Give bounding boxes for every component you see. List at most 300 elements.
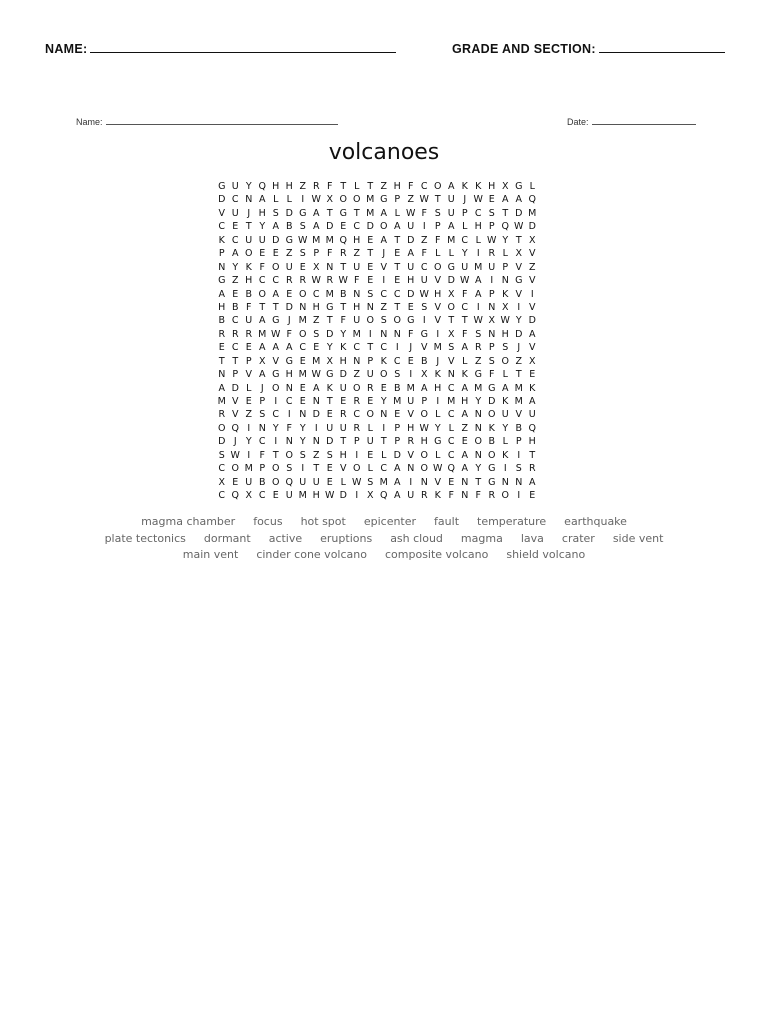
grid-letter[interactable]: C (447, 382, 455, 394)
grid-letter[interactable]: O (393, 315, 401, 327)
grid-letter[interactable]: M (447, 396, 456, 407)
grid-letter[interactable]: I (395, 342, 399, 354)
grid-letter[interactable]: O (420, 409, 428, 421)
grid-letter[interactable]: S (434, 207, 441, 219)
grid-letter[interactable]: I (382, 275, 386, 287)
grid-letter[interactable]: E (326, 409, 333, 421)
grid-letter[interactable]: W (338, 275, 348, 287)
grid-letter[interactable]: H (407, 275, 415, 287)
grid-letter[interactable]: Z (380, 301, 387, 313)
grid-letter[interactable]: T (380, 436, 387, 448)
grid-letter[interactable]: X (326, 194, 333, 206)
grid-letter[interactable]: O (299, 288, 307, 300)
grid-letter[interactable]: J (247, 207, 251, 219)
grid-letter[interactable]: O (434, 181, 442, 192)
grid-letter[interactable]: R (218, 328, 226, 340)
grid-letter[interactable]: T (434, 194, 441, 206)
grid-letter[interactable]: V (434, 301, 441, 313)
grid-letter[interactable]: V (434, 315, 441, 327)
grid-letter[interactable]: J (517, 342, 521, 354)
grid-letter[interactable]: D (218, 436, 226, 448)
grid-letter[interactable]: U (407, 396, 415, 407)
grid-letter[interactable]: G (488, 382, 496, 394)
grid-letter[interactable]: O (245, 248, 253, 260)
grid-letter[interactable]: K (461, 181, 468, 192)
grid-letter[interactable]: V (421, 342, 428, 354)
grid-letter[interactable]: D (407, 234, 415, 246)
grid-letter[interactable]: T (394, 301, 401, 313)
grid-letter[interactable]: M (393, 396, 402, 407)
grid-letter[interactable]: W (298, 234, 308, 246)
grid-letter[interactable]: U (366, 436, 374, 448)
grid-letter[interactable]: F (354, 275, 360, 287)
grid-letter[interactable]: U (407, 221, 415, 233)
grid-letter[interactable]: E (218, 342, 225, 354)
grid-letter[interactable]: R (326, 275, 334, 287)
grid-letter[interactable]: C (420, 261, 428, 273)
grid-letter[interactable]: P (515, 436, 522, 448)
grid-letter[interactable]: I (476, 248, 480, 260)
grid-letter[interactable]: Q (447, 463, 455, 475)
grid-letter[interactable]: Y (340, 328, 347, 340)
grid-letter[interactable]: U (326, 422, 334, 434)
grid-letter[interactable]: Y (245, 181, 252, 192)
grid-letter[interactable]: A (259, 342, 266, 354)
grid-letter[interactable]: K (218, 234, 225, 246)
grid-letter[interactable]: O (501, 490, 509, 502)
grid-letter[interactable]: P (461, 207, 468, 219)
grid-letter[interactable]: E (461, 436, 468, 448)
grid-letter[interactable]: X (501, 181, 509, 192)
grid-letter[interactable]: O (353, 382, 361, 394)
grid-letter[interactable]: D (339, 490, 347, 502)
grid-letter[interactable]: F (408, 328, 414, 340)
grid-letter[interactable]: Z (407, 194, 414, 206)
grid-letter[interactable]: E (394, 248, 401, 260)
grid-letter[interactable]: H (285, 181, 293, 192)
grid-letter[interactable]: D (515, 328, 523, 340)
grid-letter[interactable]: A (529, 328, 536, 340)
grid-letter[interactable]: H (218, 301, 226, 313)
grid-letter[interactable]: E (259, 248, 266, 260)
grid-letter[interactable]: M (298, 490, 307, 502)
grid-letter[interactable]: X (366, 490, 374, 502)
grid-letter[interactable]: E (448, 476, 455, 488)
grid-letter[interactable]: K (340, 342, 347, 354)
grid-letter[interactable]: X (258, 355, 266, 367)
grid-letter[interactable]: Z (474, 355, 482, 367)
grid-letter[interactable]: B (218, 315, 226, 327)
grid-letter[interactable]: H (285, 369, 293, 381)
grid-letter[interactable]: R (285, 275, 293, 287)
grid-letter[interactable]: X (501, 301, 509, 313)
grid-letter[interactable]: P (353, 436, 360, 448)
grid-letter[interactable]: B (488, 436, 496, 448)
grid-letter[interactable]: C (231, 194, 239, 206)
grid-letter[interactable]: K (326, 382, 333, 394)
grid-letter[interactable]: U (285, 490, 293, 502)
grid-letter[interactable]: C (447, 449, 455, 461)
grid-letter[interactable]: U (245, 476, 253, 488)
grid-letter[interactable]: M (474, 261, 483, 273)
grid-letter[interactable]: J (233, 436, 237, 448)
grid-letter[interactable]: A (313, 207, 320, 219)
grid-letter[interactable]: Y (380, 396, 387, 407)
grid-letter[interactable]: R (339, 248, 347, 260)
grid-letter[interactable]: S (313, 328, 320, 340)
grid-letter[interactable]: S (326, 449, 333, 461)
grid-letter[interactable]: U (353, 261, 361, 273)
grid-letter[interactable]: E (407, 301, 414, 313)
grid-letter[interactable]: P (421, 396, 428, 407)
grid-letter[interactable]: B (245, 288, 253, 300)
grid-letter[interactable]: C (461, 301, 469, 313)
grid-letter[interactable]: Q (339, 234, 347, 246)
grid-letter[interactable]: I (476, 301, 480, 313)
grid-letter[interactable]: E (299, 261, 306, 273)
grid-letter[interactable]: C (299, 342, 307, 354)
grid-letter[interactable]: S (299, 248, 306, 260)
grid-letter[interactable]: C (420, 181, 428, 192)
grid-letter[interactable]: E (367, 396, 374, 407)
grid-letter[interactable]: Y (502, 422, 509, 434)
grid-letter[interactable]: L (529, 181, 535, 192)
grid-letter[interactable]: O (420, 449, 428, 461)
grid-letter[interactable]: G (420, 328, 428, 340)
grid-letter[interactable]: G (218, 181, 226, 192)
grid-letter[interactable]: V (529, 342, 536, 354)
grid-letter[interactable]: N (218, 369, 226, 381)
grid-letter[interactable]: H (245, 275, 253, 287)
grid-letter[interactable]: B (393, 382, 401, 394)
grid-letter[interactable]: E (272, 248, 279, 260)
grid-letter[interactable]: H (474, 221, 482, 233)
grid-letter[interactable]: E (272, 490, 279, 502)
grid-letter[interactable]: T (272, 449, 279, 461)
grid-letter[interactable]: S (380, 315, 387, 327)
grid-letter[interactable]: E (488, 194, 495, 206)
grid-letter[interactable]: A (461, 342, 468, 354)
grid-letter[interactable]: N (312, 436, 320, 448)
grid-letter[interactable]: L (448, 422, 454, 434)
grid-letter[interactable]: G (218, 275, 226, 287)
grid-letter[interactable]: L (475, 234, 481, 246)
grid-letter[interactable]: P (259, 463, 266, 475)
grid-letter[interactable]: T (461, 315, 468, 327)
grid-letter[interactable]: S (218, 449, 225, 461)
grid-letter[interactable]: G (380, 194, 388, 206)
grid-letter[interactable]: N (353, 355, 361, 367)
grid-letter[interactable]: L (273, 194, 279, 206)
grid-letter[interactable]: E (367, 261, 374, 273)
grid-letter[interactable]: F (435, 234, 441, 246)
grid-letter[interactable]: M (528, 207, 537, 219)
grid-letter[interactable]: R (245, 328, 253, 340)
grid-letter[interactable]: L (381, 449, 387, 461)
grid-letter[interactable]: G (272, 315, 280, 327)
grid-letter[interactable]: H (501, 328, 509, 340)
grid-letter[interactable]: N (258, 422, 266, 434)
grid-letter[interactable]: V (529, 275, 536, 287)
grid-letter[interactable]: D (326, 328, 334, 340)
grid-letter[interactable]: S (286, 463, 293, 475)
grid-letter[interactable]: R (366, 382, 374, 394)
grid-letter[interactable]: A (461, 382, 468, 394)
grid-letter[interactable]: M (298, 315, 307, 327)
grid-letter[interactable]: I (490, 275, 494, 287)
grid-letter[interactable]: M (366, 207, 375, 219)
grid-letter[interactable]: O (272, 261, 280, 273)
grid-letter[interactable]: S (448, 342, 455, 354)
grid-letter[interactable]: O (339, 194, 347, 206)
grid-letter[interactable]: K (488, 422, 495, 434)
grid-letter[interactable]: G (285, 234, 293, 246)
grid-letter[interactable]: S (299, 449, 306, 461)
grid-letter[interactable]: A (502, 382, 509, 394)
grid-letter[interactable]: T (326, 396, 333, 407)
grid-letter[interactable]: P (259, 396, 266, 407)
grid-letter[interactable]: P (488, 288, 495, 300)
grid-letter[interactable]: X (447, 328, 455, 340)
grid-letter[interactable]: I (368, 328, 372, 340)
grid-letter[interactable]: V (380, 261, 387, 273)
grid-letter[interactable]: G (272, 369, 280, 381)
grid-letter[interactable]: U (299, 476, 307, 488)
grid-letter[interactable]: H (434, 382, 442, 394)
grid-letter[interactable]: I (247, 422, 251, 434)
grid-letter[interactable]: Q (231, 490, 239, 502)
grid-letter[interactable]: I (517, 449, 521, 461)
grid-letter[interactable]: G (474, 369, 482, 381)
grid-letter[interactable]: G (488, 463, 496, 475)
grid-letter[interactable]: I (287, 409, 291, 421)
grid-letter[interactable]: D (312, 409, 320, 421)
grid-letter[interactable]: E (313, 342, 320, 354)
grid-letter[interactable]: I (503, 463, 507, 475)
grid-letter[interactable]: N (393, 328, 401, 340)
grid-letter[interactable]: N (474, 449, 482, 461)
grid-letter[interactable]: C (231, 342, 239, 354)
grid-letter[interactable]: X (326, 355, 333, 367)
grid-letter[interactable]: A (272, 288, 279, 300)
grid-letter[interactable]: W (271, 328, 281, 340)
grid-letter[interactable]: U (339, 382, 347, 394)
grid-letter[interactable]: I (436, 396, 440, 407)
grid-letter[interactable]: L (462, 221, 468, 233)
grid-letter[interactable]: N (299, 409, 307, 421)
grid-letter[interactable]: C (380, 463, 388, 475)
grid-letter[interactable]: Y (475, 463, 482, 475)
grid-letter[interactable]: J (463, 194, 467, 206)
grid-letter[interactable]: Y (245, 436, 252, 448)
grid-letter[interactable]: A (529, 396, 536, 407)
grid-letter[interactable]: U (231, 207, 239, 219)
grid-letter[interactable]: X (447, 288, 455, 300)
grid-letter[interactable]: C (312, 288, 320, 300)
grid-letter[interactable]: A (461, 409, 468, 421)
grid-letter[interactable]: K (434, 369, 441, 381)
grid-letter[interactable]: G (447, 261, 455, 273)
grid-letter[interactable]: I (436, 328, 440, 340)
grid-letter[interactable]: P (394, 194, 401, 206)
grid-letter[interactable]: U (501, 409, 509, 421)
grid-letter[interactable]: N (218, 261, 226, 273)
grid-letter[interactable]: A (529, 476, 536, 488)
grid-letter[interactable]: E (367, 234, 374, 246)
grid-letter[interactable]: C (218, 463, 226, 475)
grid-letter[interactable]: R (231, 328, 239, 340)
worksheet-date-line[interactable] (592, 116, 696, 125)
grid-letter[interactable]: W (419, 194, 429, 206)
grid-letter[interactable]: S (259, 409, 266, 421)
grid-letter[interactable]: F (421, 248, 427, 260)
grid-letter[interactable]: Q (231, 422, 239, 434)
grid-letter[interactable]: C (258, 275, 266, 287)
grid-letter[interactable]: F (286, 422, 292, 434)
grid-letter[interactable]: E (299, 355, 306, 367)
grid-letter[interactable]: C (218, 221, 226, 233)
grid-letter[interactable]: S (488, 355, 495, 367)
grid-letter[interactable]: A (218, 288, 225, 300)
grid-letter[interactable]: N (299, 301, 307, 313)
grid-letter[interactable]: G (407, 315, 415, 327)
grid-letter[interactable]: T (340, 436, 347, 448)
grid-letter[interactable]: U (285, 261, 293, 273)
grid-letter[interactable]: C (272, 275, 280, 287)
grid-letter[interactable]: U (407, 490, 415, 502)
grade-section-field[interactable] (452, 40, 725, 56)
grid-letter[interactable]: T (313, 463, 320, 475)
grid-letter[interactable]: E (394, 409, 401, 421)
grid-letter[interactable]: T (232, 355, 239, 367)
grid-letter[interactable]: U (420, 275, 428, 287)
grid-letter[interactable]: P (488, 342, 495, 354)
grid-letter[interactable]: C (258, 436, 266, 448)
grid-letter[interactable]: A (259, 315, 266, 327)
grid-letter[interactable]: E (326, 463, 333, 475)
grid-letter[interactable]: P (394, 436, 401, 448)
grid-letter[interactable]: T (502, 207, 509, 219)
grid-letter[interactable]: A (232, 248, 239, 260)
grid-letter[interactable]: O (258, 288, 266, 300)
grid-letter[interactable]: L (286, 194, 292, 206)
grid-letter[interactable]: D (326, 221, 334, 233)
grid-letter[interactable]: D (218, 194, 226, 206)
grid-letter[interactable]: H (339, 449, 347, 461)
grid-letter[interactable]: S (502, 342, 509, 354)
grid-letter[interactable]: N (488, 301, 496, 313)
grid-letter[interactable]: E (299, 396, 306, 407)
grid-letter[interactable]: L (367, 422, 373, 434)
grid-letter[interactable]: G (326, 301, 334, 313)
grid-letter[interactable]: D (231, 382, 239, 394)
grid-letter[interactable]: Q (380, 490, 388, 502)
grid-letter[interactable]: A (380, 207, 387, 219)
grid-letter[interactable]: P (218, 248, 225, 260)
grid-letter[interactable]: P (245, 355, 252, 367)
grid-letter[interactable]: O (488, 449, 496, 461)
grid-letter[interactable]: U (366, 369, 374, 381)
grid-letter[interactable]: A (394, 490, 401, 502)
grid-letter[interactable]: S (421, 301, 428, 313)
grid-letter[interactable]: C (461, 234, 469, 246)
grid-letter[interactable]: I (247, 449, 251, 461)
grid-letter[interactable]: R (488, 490, 496, 502)
grid-letter[interactable]: C (474, 207, 482, 219)
grid-letter[interactable]: A (407, 248, 414, 260)
grid-letter[interactable]: N (285, 382, 293, 394)
grid-letter[interactable]: T (326, 315, 333, 327)
grid-letter[interactable]: Y (461, 248, 468, 260)
grid-letter[interactable]: Z (312, 449, 320, 461)
grid-letter[interactable]: T (529, 449, 536, 461)
grid-letter[interactable]: V (515, 261, 522, 273)
grid-letter[interactable]: V (529, 301, 536, 313)
grid-letter[interactable]: I (274, 396, 278, 407)
grid-letter[interactable]: N (245, 194, 253, 206)
grid-letter[interactable]: V (272, 355, 279, 367)
grid-letter[interactable]: A (380, 234, 387, 246)
grid-letter[interactable]: I (274, 436, 278, 448)
grid-letter[interactable]: U (488, 261, 496, 273)
grid-letter[interactable]: A (461, 463, 468, 475)
grid-letter[interactable]: G (339, 207, 347, 219)
grid-letter[interactable]: E (299, 382, 306, 394)
grid-letter[interactable]: H (312, 490, 320, 502)
grid-letter[interactable]: T (448, 315, 455, 327)
grid-letter[interactable]: T (367, 248, 374, 260)
grid-letter[interactable]: I (422, 221, 426, 233)
grid-letter[interactable]: A (259, 194, 266, 206)
grid-letter[interactable]: Z (285, 248, 293, 260)
grid-letter[interactable]: P (394, 422, 401, 434)
grid-letter[interactable]: C (272, 409, 280, 421)
grid-letter[interactable]: A (475, 275, 482, 287)
grid-letter[interactable]: R (528, 463, 536, 475)
grid-letter[interactable]: E (232, 221, 239, 233)
grid-letter[interactable]: R (218, 409, 226, 421)
grid-letter[interactable]: D (528, 221, 536, 233)
grid-letter[interactable]: G (326, 369, 334, 381)
grid-letter[interactable]: L (354, 181, 360, 192)
grid-letter[interactable]: R (312, 181, 320, 192)
grid-letter[interactable]: V (515, 409, 522, 421)
grid-letter[interactable]: C (393, 288, 401, 300)
grid-letter[interactable]: T (218, 355, 225, 367)
grid-letter[interactable]: Z (515, 355, 522, 367)
grid-letter[interactable]: H (407, 422, 415, 434)
grid-letter[interactable]: S (475, 328, 482, 340)
grid-letter[interactable]: C (258, 490, 266, 502)
grid-letter[interactable]: I (517, 301, 521, 313)
grid-letter[interactable]: F (259, 261, 265, 273)
grid-letter[interactable]: O (353, 194, 361, 206)
grid-letter[interactable]: E (407, 355, 414, 367)
grid-letter[interactable]: L (462, 355, 468, 367)
grid-letter[interactable]: W (406, 207, 416, 219)
grid-letter[interactable]: O (488, 409, 496, 421)
grid-letter[interactable]: X (488, 315, 495, 327)
grid-letter[interactable]: V (434, 476, 441, 488)
grid-letter[interactable]: E (367, 275, 374, 287)
grid-letter[interactable]: H (420, 436, 428, 448)
grid-letter[interactable]: V (434, 275, 441, 287)
grid-letter[interactable]: N (515, 476, 523, 488)
grid-letter[interactable]: O (218, 422, 226, 434)
grid-letter[interactable]: K (502, 449, 509, 461)
grid-letter[interactable]: E (286, 288, 293, 300)
grid-letter[interactable]: H (461, 396, 469, 407)
